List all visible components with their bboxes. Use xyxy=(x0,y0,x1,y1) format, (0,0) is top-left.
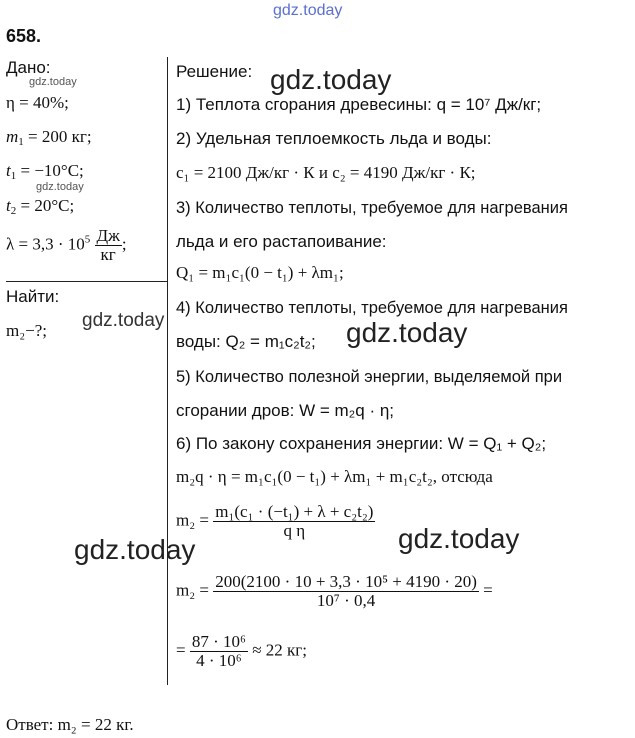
solution-step-5a: 5) Количество полезной энергии, выделяемой при xyxy=(176,368,563,386)
divider-horizontal xyxy=(6,281,167,282)
given-lambda-unit-den: кг xyxy=(100,245,116,264)
solution-label: Решение: xyxy=(176,62,253,81)
divider-vertical xyxy=(167,57,168,685)
given-t2: $t_2 = 20^\circ C$; xyxy=(6,196,75,217)
solution-step-5b: сгорании дров: W = m₂q · η; xyxy=(176,401,395,420)
formula-1-fraction xyxy=(213,503,375,540)
given-t1-value: −10°C; xyxy=(34,161,84,180)
given-m1: $m_1 = 200$ кг; xyxy=(6,127,92,148)
solution-step-2-values: c₁ = 2100 Дж/кг · К и c₂ = 4190 Дж/кг · К; xyxy=(176,163,476,182)
solution-step-4a: 4) Количество теплоты, требуемое для нагревания xyxy=(176,299,568,317)
solution-step-3a: 3) Количество теплоты, требуемое для нагревания xyxy=(176,199,568,217)
watermark-top: gdz.today xyxy=(273,2,343,19)
given-lambda-unit-num: Дж xyxy=(96,226,120,245)
formula-3 xyxy=(176,633,307,670)
formula-3-lhs: = xyxy=(176,640,186,660)
solution-step-3-formula: Q₁ = m₁c₁(0 − t₁) + λm₁; xyxy=(176,263,344,282)
given-m1-value: 200 кг; xyxy=(41,127,92,146)
given-t2-value: 20°C; xyxy=(34,196,75,215)
formula-1-den: q η xyxy=(283,521,306,540)
formula-2-eq: = xyxy=(483,580,493,600)
given-lambda: $\lambda = 3,3 \cdot 10^5$ $\frac{Дж}{кг}$ ; xyxy=(6,226,127,264)
given-t1: $t_1 = -10^\circ C$; xyxy=(6,161,84,182)
answer-text: Ответ: m₂ = 22 кг. xyxy=(6,715,134,734)
given-label: Дано: xyxy=(6,58,51,77)
watermark-6: gdz.today xyxy=(74,534,196,565)
watermark-1: gdz.today xyxy=(29,76,77,88)
find-target: m₂−?; xyxy=(6,321,48,340)
formula-3-fraction xyxy=(190,633,248,670)
find-label: Найти: xyxy=(6,287,60,306)
problem-number: 658. xyxy=(6,26,42,46)
formula-1 xyxy=(176,503,375,540)
formula-3-result: ≈ 22 кг; xyxy=(252,640,307,660)
formula-2 xyxy=(176,573,493,610)
solution-step-6b: m₂q · η = m₁c₁(0 − t₁) + λm₁ + m₁c₂t₂, отсюда xyxy=(176,467,493,486)
formula-2-num: 200(2100 · 10 + 3,3 · 10⁵ + 4190 · 20) xyxy=(215,572,477,591)
formula-3-den: 4 · 10⁶ xyxy=(196,651,242,670)
formula-2-den: 10⁷ · 0,4 xyxy=(316,591,376,610)
formula-1-num: m₁(c₁ · (−t₁) + λ + c₂t₂) xyxy=(215,502,374,521)
solution-step-1: 1) Теплота сгорания древесины: q = 10⁷ Дж/кг; xyxy=(176,95,542,114)
given-eta: η = 40%; xyxy=(6,93,69,112)
watermark-7: gdz.today xyxy=(398,523,520,554)
formula-2-lhs: m₂ = xyxy=(176,580,209,600)
watermark-4: gdz.today xyxy=(82,310,165,331)
given-lambda-unit xyxy=(95,227,122,264)
formula-1-lhs: m₂ = xyxy=(176,510,209,530)
formula-2-fraction xyxy=(213,573,479,610)
formula-3-num: 87 · 10⁶ xyxy=(191,632,246,651)
watermark-2: gdz.today xyxy=(36,181,84,193)
watermark-5: gdz.today xyxy=(346,317,468,348)
given-lambda-prefix: λ = 3,3 · 10 xyxy=(6,234,85,254)
solution-step-4b: воды: Q₂ = m₁c₂t₂; xyxy=(176,332,316,351)
given-lambda-exp: 5 xyxy=(84,233,91,246)
solution-step-3b: льда и его растапоивание: xyxy=(176,232,387,251)
watermark-3: gdz.today xyxy=(270,64,392,95)
solution-step-2: 2) Удельная теплоемкость льда и воды: xyxy=(176,129,492,148)
solution-step-6a: 6) По закону сохранения энергии: W = Q₁ + Q₂; xyxy=(176,434,547,453)
